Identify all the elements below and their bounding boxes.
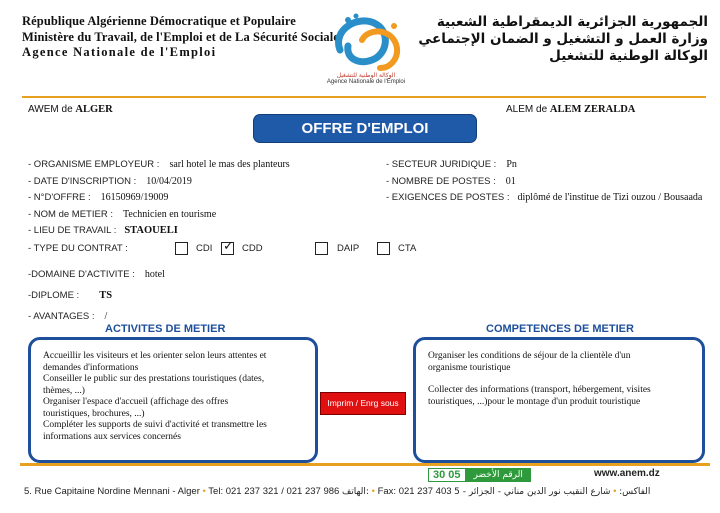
competences-heading: COMPETENCES DE METIER (486, 323, 634, 335)
exigences-value: diplômé de l'institue de Tizi ouzou / Bousaada (517, 192, 703, 203)
fax: Fax: 021 237 403 (377, 486, 452, 497)
competence-line: organisme touristique (428, 362, 511, 373)
footer-address (24, 486, 650, 497)
daip-label: DAIP (337, 243, 360, 254)
metier-value: Technicien en tourisme (122, 209, 217, 220)
green-number-label: الرقم الأخضر (466, 468, 531, 482)
logo-caption (318, 72, 414, 86)
separator-dot-icon: • (202, 486, 206, 497)
footer-separator (20, 463, 710, 466)
field-avantages (28, 306, 107, 324)
competence-line (428, 374, 694, 385)
organisme-value: sarl hotel le mas des planteurs (169, 159, 290, 170)
activites-heading: ACTIVITES DE METIER (105, 323, 226, 335)
header-separator (22, 96, 706, 98)
header-french (22, 14, 339, 61)
metier-label: - NOM de METIER : (28, 209, 113, 220)
logo-caption-fr: Agence Nationale de l'Emploi (326, 79, 406, 85)
header-ministry-ar: وزارة العمل و التشغيل و الضمان الإجتماعي (418, 31, 708, 47)
lieu-label: - LIEU DE TRAVAIL : (28, 225, 117, 236)
field-organisme (28, 154, 290, 172)
awem-value: ALGER (75, 104, 113, 115)
header-agency-ar: الوكالة الوطنية للتشغيل (549, 48, 708, 64)
field-exigences (386, 187, 702, 205)
postes-label: - NOMBRE DE POSTES : (386, 176, 496, 187)
date-value: 10/04/2019 (146, 176, 192, 187)
activite-line: Conseiller le public sur des prestations touristiques (dates, (43, 374, 265, 384)
separator-dot-icon: • (613, 486, 617, 497)
activite-line: thèmes, ...) (43, 385, 85, 396)
field-offre (28, 187, 168, 205)
tel-ar: الهاتف: (341, 487, 369, 497)
print-save-button[interactable]: Imprim / Enrg sous (320, 392, 406, 415)
tel: Tel: 021 237 321 / 021 237 986 (208, 486, 340, 497)
activite-line: informations aux services concernés (43, 431, 181, 442)
domaine-label: -DOMAINE D'ACTIVITE : (28, 269, 135, 280)
organisme-label: - ORGANISME EMPLOYEUR : (28, 159, 160, 170)
competences-box (413, 337, 705, 463)
offre-value: 16150969/19009 (100, 192, 169, 203)
logo-caption-ar: الوكالة الوطنية للتشغيل (336, 72, 396, 79)
cta-label: CTA (398, 243, 417, 254)
lieu-value: STAOUELI (124, 225, 178, 236)
secteur-label: - SECTEUR JURIDIQUE : (386, 159, 497, 170)
diplome-label: -DIPLOME : (28, 290, 80, 301)
alem-row (506, 104, 635, 115)
fax-ar: الفاكس: (619, 487, 651, 497)
exigences-label: - EXIGENCES DE POSTES : (386, 192, 510, 203)
activites-box (28, 337, 318, 463)
header-arabic (418, 14, 708, 65)
activites-text (31, 340, 315, 443)
header-ministry: Ministère du Travail, de l'Emploi et de La Sécurité Sociale (22, 29, 339, 44)
field-diplome (28, 285, 112, 303)
cdi-label: CDI (196, 243, 213, 254)
awem-label: AWEM de (28, 104, 73, 115)
postes-value: 01 (505, 176, 516, 187)
activite-line: Compléter les supports de suivi d'activité et transmettre les (43, 420, 267, 430)
alem-value: ALEM ZERALDA (549, 104, 636, 115)
secteur-value: Pn (506, 159, 517, 170)
separator-dot-icon: • (371, 486, 375, 497)
field-domaine (28, 264, 165, 282)
header-republic-ar: الجمهورية الجزائرية الديمقراطية الشعبية (436, 14, 708, 30)
competence-line: Collecter des informations (transport, hébergement, visites (428, 385, 651, 395)
activite-line: Organiser l'espace d'accueil (affichage des offres (43, 397, 229, 407)
cdd-checkbox[interactable] (221, 239, 234, 255)
address-ar: شارع النقيب نور الدين مناني - الجزائر - 5 (454, 487, 611, 497)
avantages-label: - AVANTAGES : (28, 311, 95, 322)
date-label: - DATE D'INSCRIPTION : (28, 176, 137, 187)
header-republic: République Algérienne Démocratique et Populaire (22, 14, 296, 28)
field-secteur (386, 154, 517, 172)
field-lieu (28, 220, 178, 238)
competence-line: touristiques, ...)pour le montage d'un produit touristique (428, 396, 641, 407)
contrat-label: - TYPE DU CONTRAT : (28, 243, 128, 254)
header-agency: Agence Nationale de l'Emploi (22, 45, 217, 59)
awem-row (28, 104, 113, 115)
offre-label: - N°D'OFFRE : (28, 192, 91, 203)
cta-checkbox[interactable] (377, 242, 390, 255)
offer-title: OFFRE D'EMPLOI (254, 115, 476, 142)
green-number-badge (428, 467, 531, 482)
green-number: 30 05 (428, 468, 466, 482)
activite-line: Accueillir les visiteurs et les orienter selon leurs attentes et (43, 351, 267, 361)
address-fr: 5. Rue Capitaine Nordine Mennani - Alger (24, 486, 200, 497)
cdi-checkbox[interactable] (175, 242, 188, 255)
website[interactable]: www.anem.dz (594, 468, 660, 479)
avantages-value: / (104, 311, 108, 322)
activite-line: demandes d'informations (43, 362, 139, 373)
domaine-value: hotel (144, 269, 165, 280)
cdd-label: CDD (242, 243, 263, 254)
competence-line: Organiser les conditions de séjour de la clientèle d'un (428, 351, 631, 361)
activite-line: touristiques, brochures, ...) (43, 408, 145, 419)
check-mark-icon: ✓ (223, 239, 234, 254)
alem-label: ALEM de (506, 104, 548, 115)
diplome-value: TS (99, 290, 113, 301)
daip-checkbox[interactable] (315, 242, 328, 255)
competences-text (416, 340, 702, 408)
